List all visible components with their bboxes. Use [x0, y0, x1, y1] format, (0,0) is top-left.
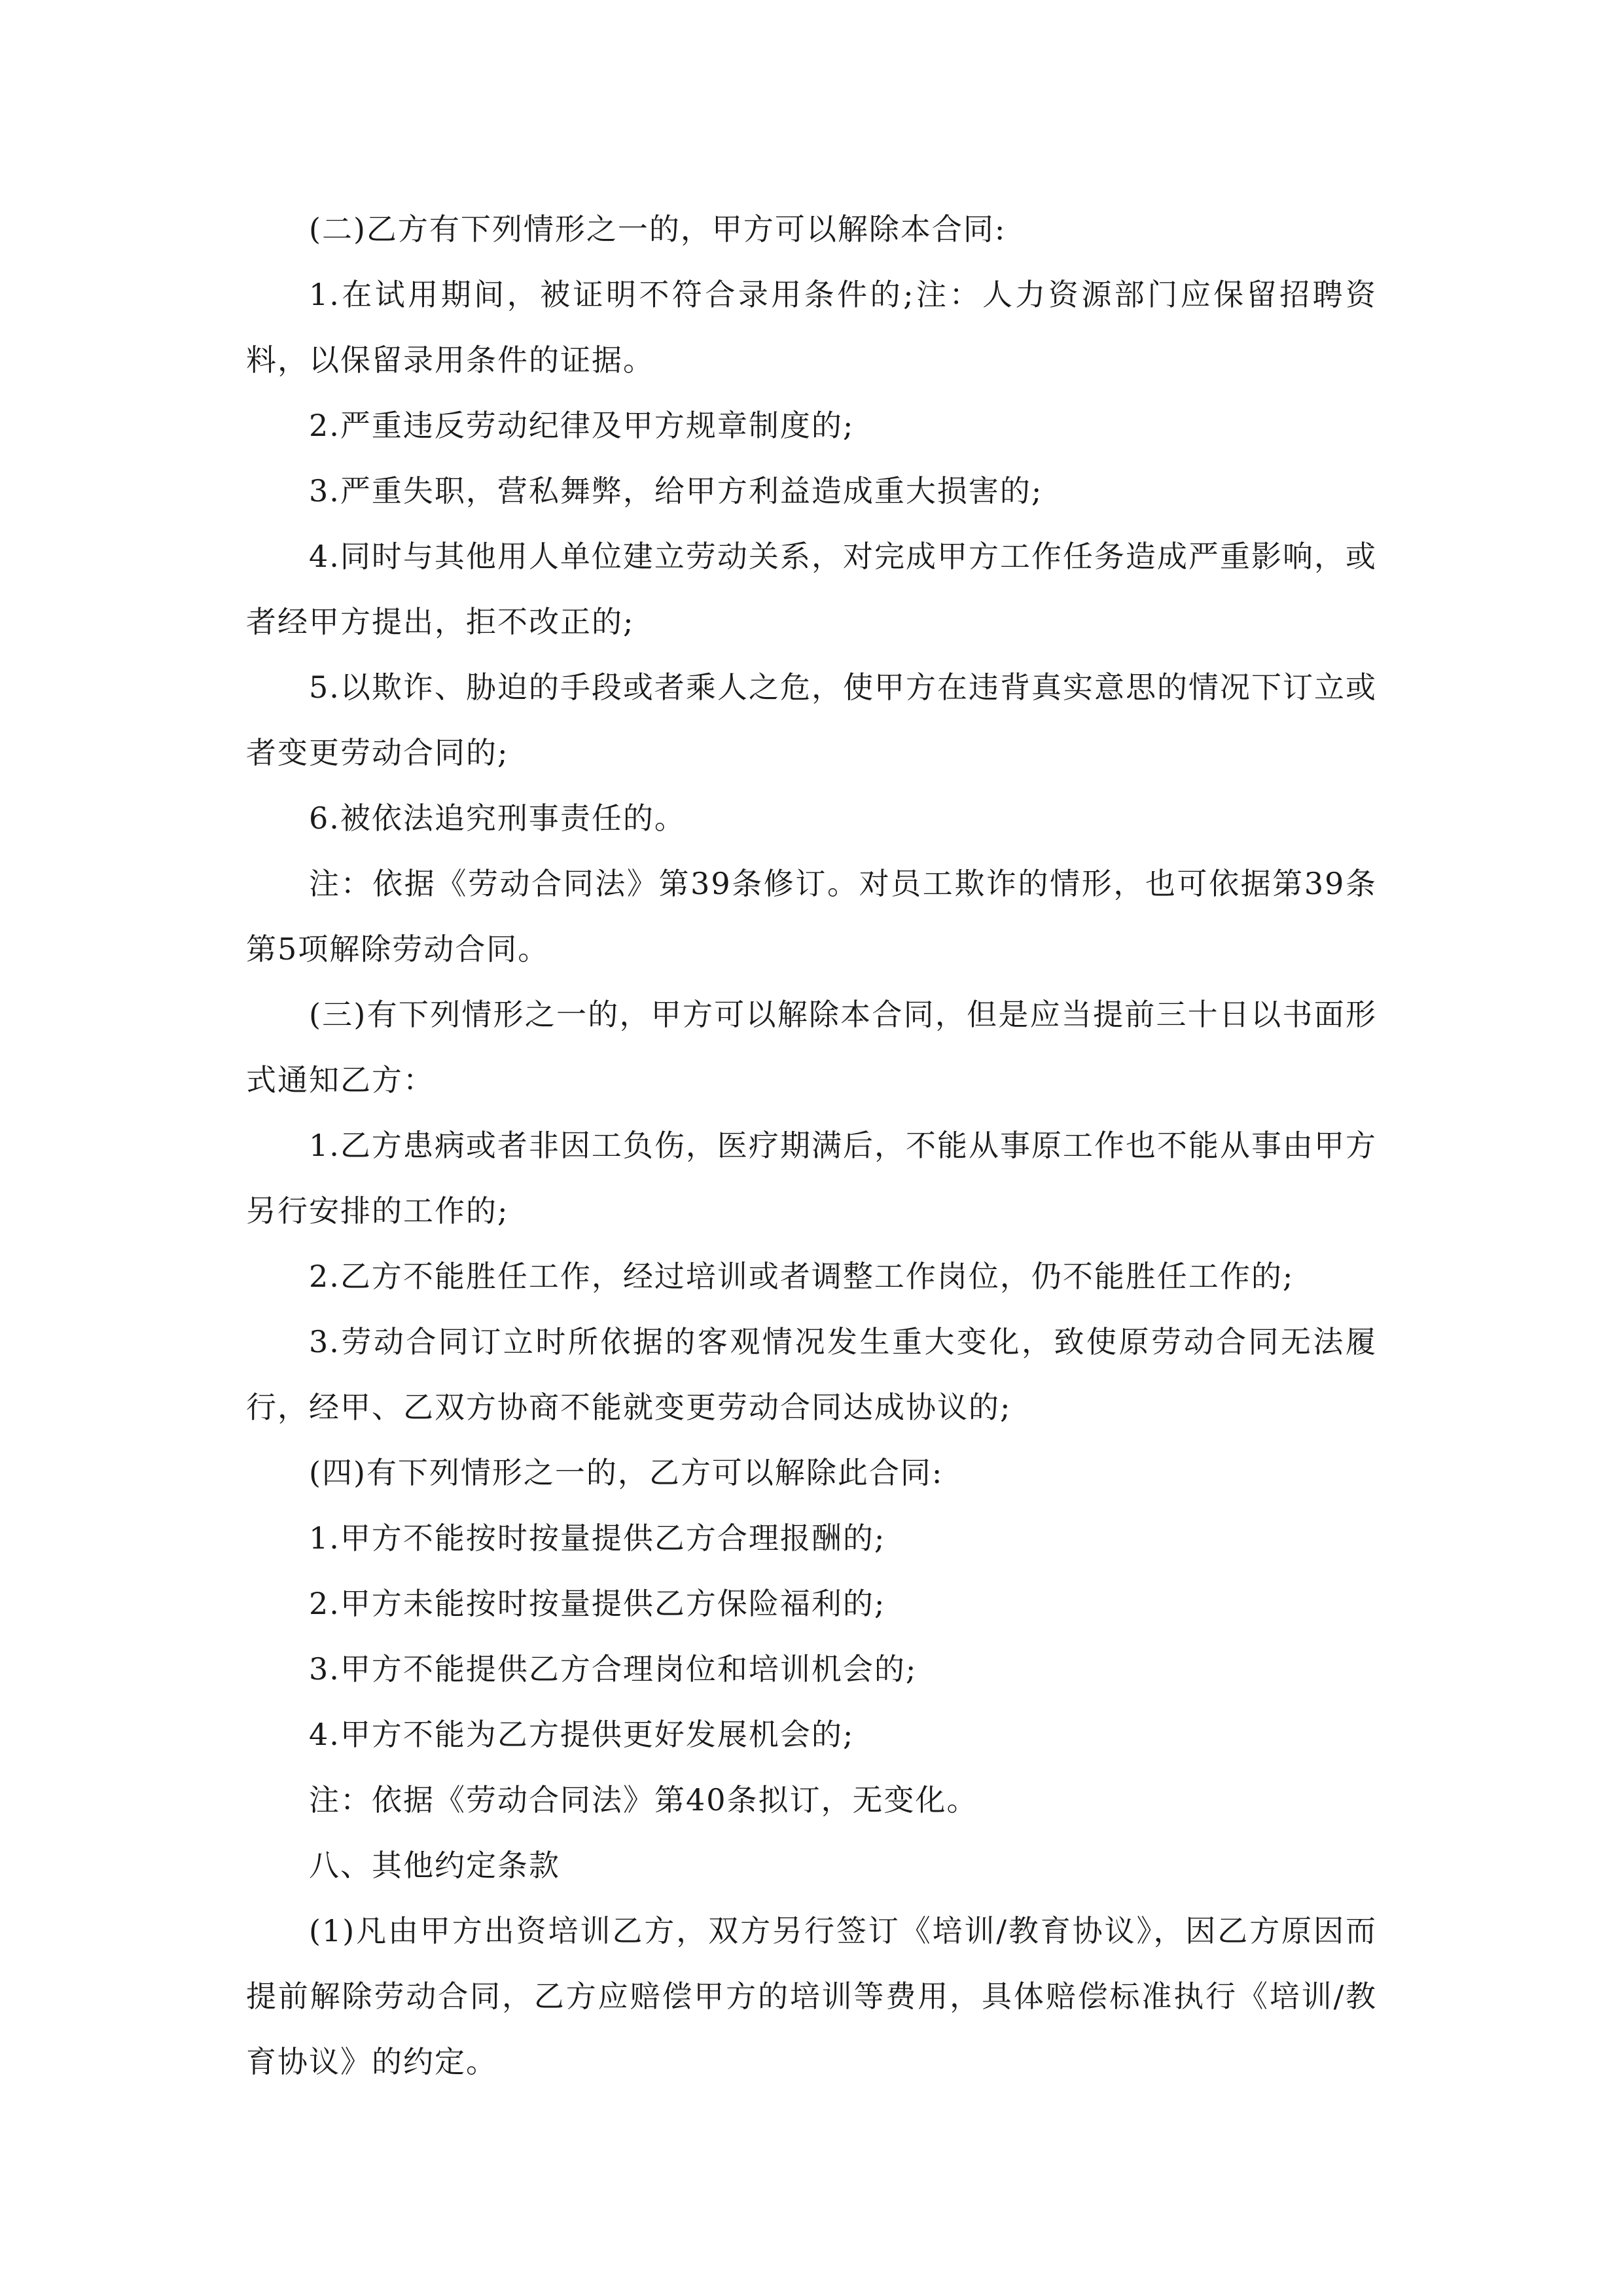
paragraph-dual-employment-clause: 4.同时与其他用人单位建立劳动关系，对完成甲方工作任务造成严重影响，或者经甲方提出，拒不改正的; [246, 539, 1377, 639]
paragraph-illness-clause: 1.乙方患病或者非因工负伤，医疗期满后，不能从事原工作也不能从事由甲方另行安排的工作的; [246, 1128, 1377, 1229]
paragraph-training-cost-clause: (1)凡由甲方出资培训乙方，双方另行签订《培训/教育协议》，因乙方原因而提前解除劳动合同，乙方应赔偿甲方的培训等费用，具体赔偿标准执行《培训/教育协议》的约定。 [246, 1913, 1377, 2079]
paragraph-termination-by-party-a-heading: (二)乙方有下列情形之一的，甲方可以解除本合同: [309, 211, 1007, 247]
paragraph-development-clause: 4.甲方不能为乙方提供更好发展机会的; [309, 1717, 855, 1752]
section-heading-other-terms: 八、其他约定条款 [309, 1848, 560, 1883]
paragraph-misconduct-clause: 3.严重失职，营私舞弊，给甲方利益造成重大损害的; [309, 473, 1043, 509]
paragraph-notice-termination-heading: (三)有下列情形之一的，甲方可以解除本合同，但是应当提前三十日以书面形式通知乙方： [246, 997, 1377, 1098]
paragraph-incompetence-clause: 2.乙方不能胜任工作，经过培训或者调整工作岗位，仍不能胜任工作的; [309, 1259, 1294, 1294]
paragraph-note-article-39: 注：依据《劳动合同法》第39条修订。对员工欺诈的情形，也可依据第39条第5项解除劳动合同。 [246, 866, 1377, 967]
paragraph-position-training-clause: 3.甲方不能提供乙方合理岗位和培训机会的; [309, 1651, 918, 1687]
paragraph-fraud-clause: 5.以欺诈、胁迫的手段或者乘人之危，使甲方在违背真实意思的情况下订立或者变更劳动合同的; [246, 670, 1377, 770]
paragraph-note-article-40: 注：依据《劳动合同法》第40条拟订，无变化。 [309, 1782, 978, 1818]
paragraph-circumstance-change-clause: 3.劳动合同订立时所依据的客观情况发生重大变化，致使原劳动合同无法履行，经甲、乙双方协商不能就变更劳动合同达成协议的; [246, 1324, 1377, 1425]
paragraph-discipline-clause: 2.严重违反劳动纪律及甲方规章制度的; [309, 408, 855, 443]
paragraph-criminal-clause: 6.被依法追究刑事责任的。 [309, 800, 686, 836]
paragraph-probation-clause: 1.在试用期间，被证明不符合录用条件的;注：人力资源部门应保留招聘资料，以保留录用条件的证据。 [246, 277, 1377, 378]
paragraph-termination-by-party-b-heading: (四)有下列情形之一的，乙方可以解除此合同: [309, 1455, 944, 1490]
document-body [246, 196, 1377, 2094]
paragraph-remuneration-clause: 1.甲方不能按时按量提供乙方合理报酬的; [309, 1520, 886, 1556]
paragraph-insurance-clause: 2.甲方未能按时按量提供乙方保险福利的; [309, 1586, 886, 1621]
